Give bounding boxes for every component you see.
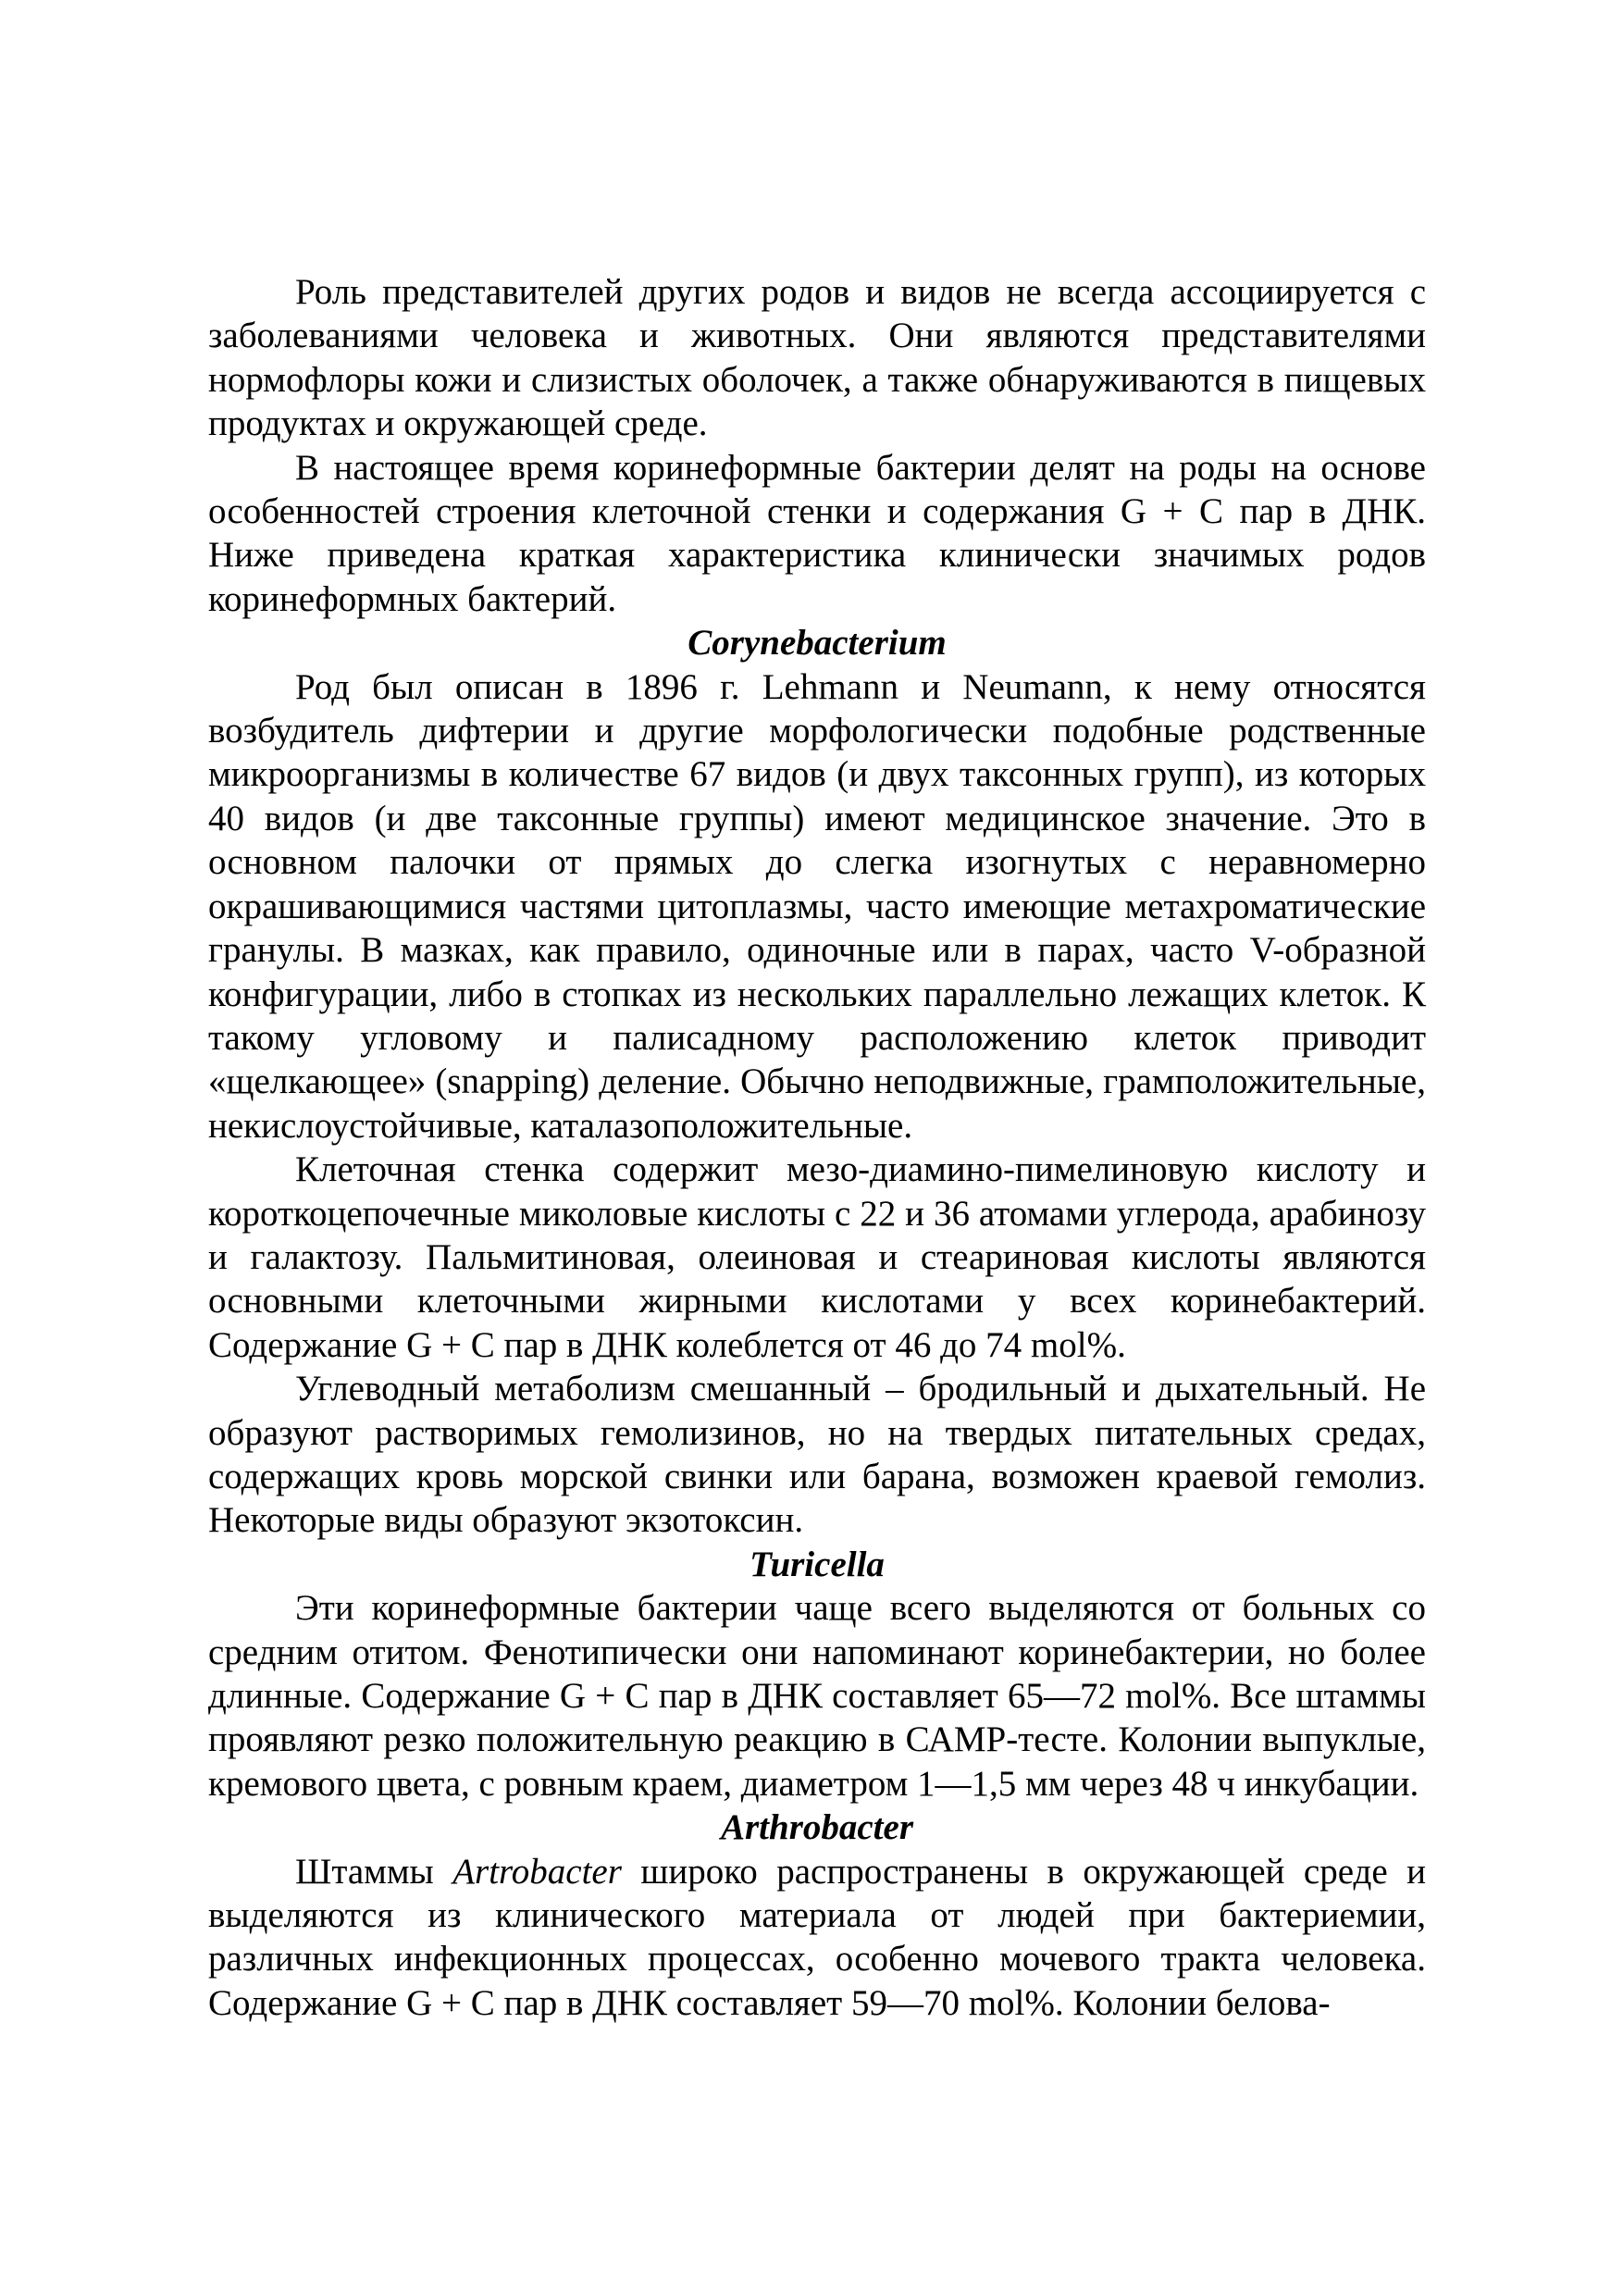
corynebacterium-paragraph-2: Клеточная стенка содержит мезо-диамино-пимелиновую кислоту и короткоцепочечные миколовые кислоты с 22 и 36 атомами углерода, арабинозу и галактозу. Пальмитиновая, олеиновая и стеариновая кислоты являются основными клеточными жирными кислотами у всех коринебактерий. Содержание G + C пар в ДНК колеблется от 46 до 74 mol%. [208, 1149, 1426, 1365]
section-heading-turicella: Turicella [750, 1544, 885, 1584]
arthrobacter-text-rest: широко распространены в окружающей среде и выделяются из клинического материала от людей при бактериемии, различных инфекционных процессах, особенно мочевого тракта человека. Содержание G + C пар в ДНК составляет 59—70 mol%. Колонии белова- [208, 1851, 1426, 2023]
arthrobacter-paragraph-1 [208, 1850, 1426, 2026]
intro-paragraph-2: В настоящее время коринеформные бактерии делят на роды на основе особенностей строения клеточной стенки и содержания G + C пар в ДНК. Ниже приведена краткая характеристика клинически значимых родов коринеформных бактерий. [208, 447, 1426, 619]
intro-paragraph-1: Роль представителей других родов и видов не всегда ассоциируется с заболеваниями человека и животных. Они являются представителями нормофлоры кожи и слизистых оболочек, а также обнаруживаются в пищевых продуктах и окружающей среде. [208, 272, 1426, 444]
page-body [208, 270, 1426, 2025]
corynebacterium-paragraph-3: Углеводный метаболизм смешанный – бродильный и дыхательный. Не образуют растворимых гемолизинов, но на твердых питательных средах, содержащих кровь морской свинки или барана, возможен краевой гемолиз. Некоторые виды образуют экзотоксин. [208, 1369, 1426, 1541]
arthrobacter-text-start: Штаммы [295, 1851, 453, 1892]
section-heading-arthrobacter: Arthrobacter [720, 1807, 914, 1848]
section-heading-corynebacterium: Corynebacterium [688, 623, 947, 664]
turicella-paragraph-1: Эти коринеформные бактерии чаще всего выделяются от больных со средним отитом. Фенотипически они напоминают коринебактерии, но более длинные. Содержание G + C пар в ДНК составляет 65—72 mol%. Все штаммы проявляют резко положительную реакцию в САМР-тесте. Колонии выпуклые, кремового цвета, с ровным краем, диаметром 1—1,5 мм через 48 ч инкубации. [208, 1588, 1426, 1804]
genus-name-artrobacter: Artrobacter [452, 1851, 622, 1892]
corynebacterium-paragraph-1: Род был описан в 1896 г. Lehmann и Neumann, к нему относятся возбудитель дифтерии и другие морфологически подобные родственные микроорганизмы в количестве 67 видов (и двух таксонных групп), из которых 40 видов (и две таксонные группы) имеют медицинское значение. Это в основном палочки от прямых до слегка изогнутых с неравномерно окрашивающимися частями цитоплазмы, часто имеющие метахроматические гранулы. В мазках, как правило, одиночные или в парах, часто V-образной конфигурации, либо в стопках из нескольких параллельно лежащих клеток. К такому угловому и палисадному расположению клеток приводит «щелкающее» (snapping) деление. Обычно неподвижные, грамположительные, некислоустойчивые, каталазоположительные. [208, 666, 1426, 1146]
